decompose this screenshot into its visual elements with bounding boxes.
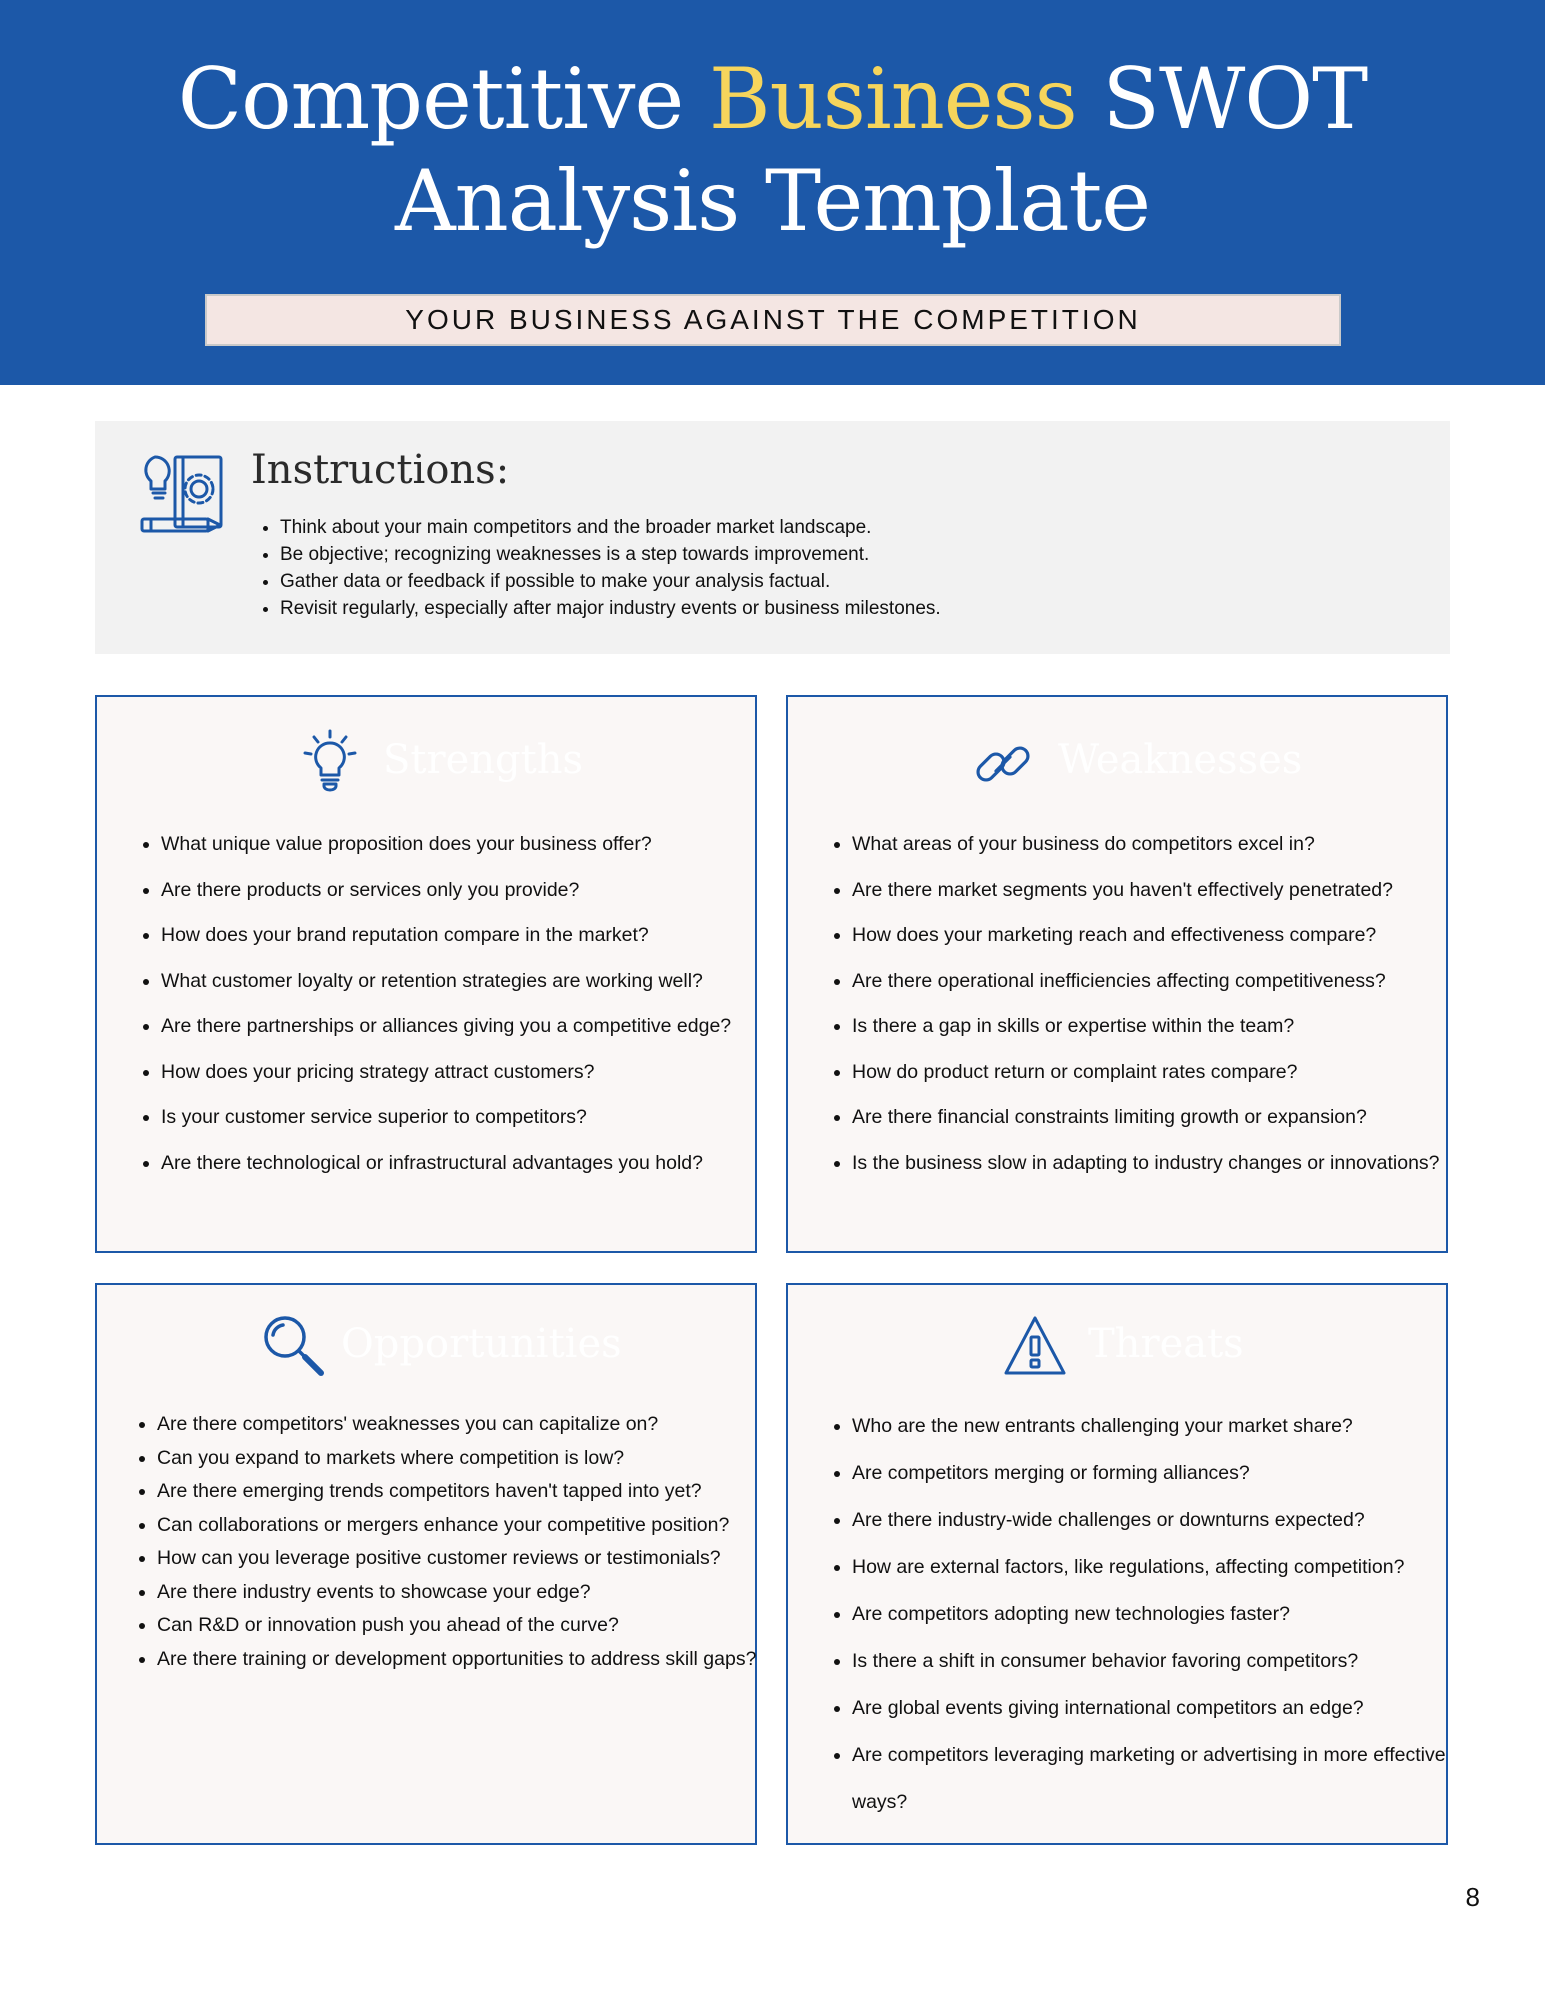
weaknesses-title: Weaknesses <box>1058 737 1303 783</box>
strengths-title: Strengths <box>383 737 583 783</box>
lightbulb-icon <box>297 727 363 793</box>
page-title <box>0 48 1545 252</box>
threats-list <box>828 1403 1457 1826</box>
list-item: • How are external factors, like regulations, affecting competition? <box>852 1544 1457 1591</box>
list-item: • Are there financial constraints limiting growth or expansion? <box>852 1095 1442 1141</box>
list-item: • What customer loyalty or retention strategies are working well? <box>161 959 751 1005</box>
page-number: 8 <box>1465 1882 1480 1912</box>
magnifying-glass-icon <box>261 1313 327 1379</box>
title-part-1: Competitive <box>177 50 709 148</box>
list-item: • Are there industry events to showcase your edge? <box>157 1576 757 1610</box>
list-item: • Are there products or services only you provide? <box>161 868 751 914</box>
list-item: • How do product return or complaint rates compare? <box>852 1050 1442 1096</box>
opportunities-list <box>133 1408 757 1676</box>
idea-gear-document-icon <box>137 451 227 541</box>
list-item: • Are there market segments you haven't effectively penetrated? <box>852 868 1442 914</box>
subtitle-banner <box>205 294 1341 346</box>
threats-card <box>786 1283 1448 1845</box>
instructions-list <box>258 514 941 622</box>
instruction-item: • Gather data or feedback if possible to make your analysis factual. <box>280 568 941 595</box>
instructions-panel <box>95 421 1450 654</box>
strengths-list <box>137 822 751 1186</box>
list-item: • Are competitors leveraging marketing or advertising in more effective ways? <box>852 1732 1457 1826</box>
list-item: • How does your pricing strategy attract customers? <box>161 1050 751 1096</box>
list-item: • How can you leverage positive customer reviews or testimonials? <box>157 1542 757 1576</box>
header-banner <box>0 0 1545 385</box>
list-item: • Are there training or development opportunities to address skill gaps? <box>157 1643 757 1677</box>
threats-title: Threats <box>1088 1321 1244 1367</box>
list-item: • Are there competitors' weaknesses you can capitalize on? <box>157 1408 757 1442</box>
title-line-2: Analysis Template <box>395 152 1150 250</box>
list-item: • Can you expand to markets where competition is low? <box>157 1442 757 1476</box>
list-item: • What unique value proposition does your business offer? <box>161 822 751 868</box>
broken-link-icon <box>970 731 1036 797</box>
opportunities-card <box>95 1283 757 1845</box>
list-item: • Is your customer service superior to competitors? <box>161 1095 751 1141</box>
list-item: • What areas of your business do competitors excel in? <box>852 822 1442 868</box>
list-item: • Are there emerging trends competitors haven't tapped into yet? <box>157 1475 757 1509</box>
list-item: • Can R&D or innovation push you ahead of the curve? <box>157 1609 757 1643</box>
subtitle-text: YOUR BUSINESS AGAINST THE COMPETITION <box>405 304 1141 335</box>
list-item: • Are there industry-wide challenges or downturns expected? <box>852 1497 1457 1544</box>
instruction-item: • Think about your main competitors and the broader market landscape. <box>280 514 941 541</box>
list-item: • Are there partnerships or alliances giving you a competitive edge? <box>161 1004 751 1050</box>
title-accent: Business <box>708 50 1077 148</box>
list-item: • Is there a gap in skills or expertise within the team? <box>852 1004 1442 1050</box>
list-item: • Is there a shift in consumer behavior favoring competitors? <box>852 1638 1457 1685</box>
list-item: • Is the business slow in adapting to industry changes or innovations? <box>852 1141 1442 1187</box>
list-item: • Are there operational inefficiencies affecting competitiveness? <box>852 959 1442 1005</box>
warning-triangle-icon <box>1002 1313 1068 1379</box>
weaknesses-card <box>786 695 1448 1253</box>
strengths-card <box>95 695 757 1253</box>
list-item: • Are competitors merging or forming alliances? <box>852 1450 1457 1497</box>
weaknesses-list <box>828 822 1442 1186</box>
list-item: • Can collaborations or mergers enhance your competitive position? <box>157 1509 757 1543</box>
list-item: • Are competitors adopting new technologies faster? <box>852 1591 1457 1638</box>
instruction-item: • Revisit regularly, especially after major industry events or business milestones. <box>280 595 941 622</box>
list-item: • Are global events giving international competitors an edge? <box>852 1685 1457 1732</box>
list-item: • How does your brand reputation compare in the market? <box>161 913 751 959</box>
list-item: • Who are the new entrants challenging your market share? <box>852 1403 1457 1450</box>
opportunities-title: Opportunities <box>341 1321 622 1367</box>
instructions-title: Instructions: <box>251 447 510 493</box>
list-item: • Are there technological or infrastructural advantages you hold? <box>161 1141 751 1187</box>
title-part-2: SWOT <box>1076 50 1368 148</box>
list-item: • How does your marketing reach and effectiveness compare? <box>852 913 1442 959</box>
instruction-item: • Be objective; recognizing weaknesses is a step towards improvement. <box>280 541 941 568</box>
